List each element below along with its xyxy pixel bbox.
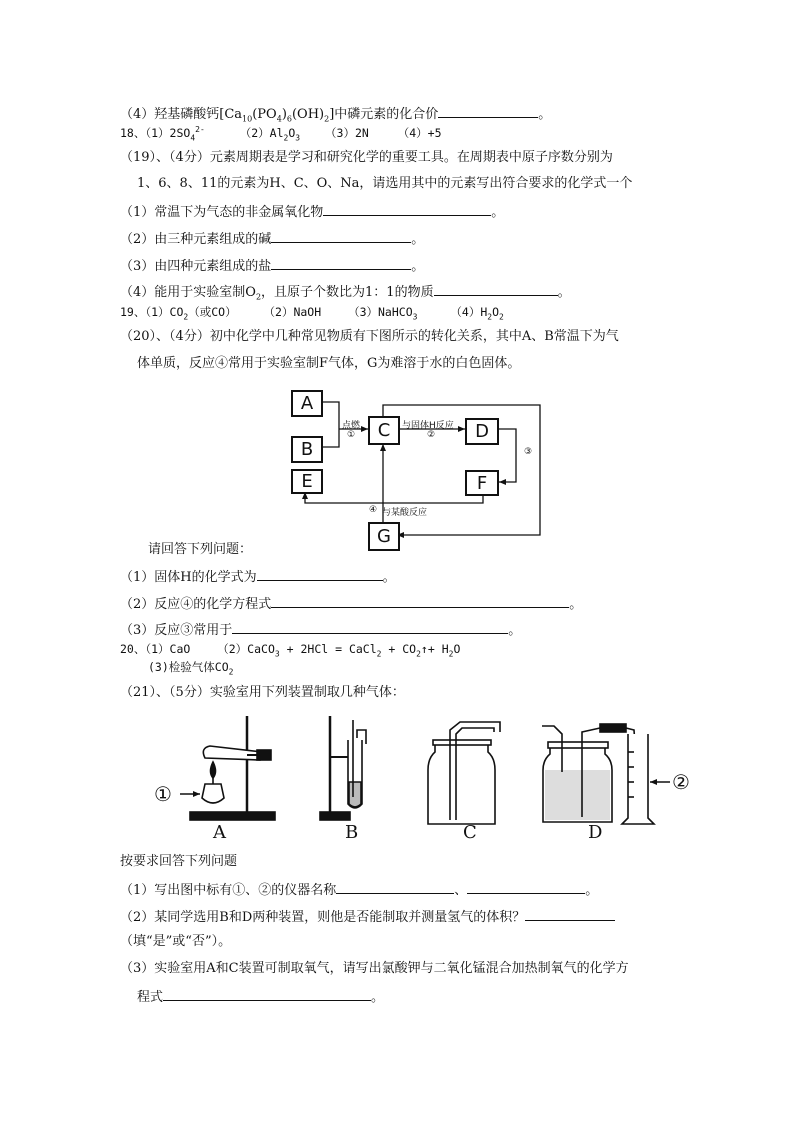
q19-part2: （2）由三种元素组成的碱 。 bbox=[120, 229, 424, 249]
apparatus-b-liquid bbox=[349, 782, 361, 807]
answer-blank[interactable] bbox=[271, 594, 569, 608]
box-a: A bbox=[291, 390, 323, 417]
apparatus-figure bbox=[150, 712, 695, 847]
apparatus-label-d: D bbox=[588, 822, 603, 843]
q20-part3: （3）反应③常用于 。 bbox=[120, 620, 521, 640]
answer-blank[interactable] bbox=[232, 620, 508, 634]
q19-part1: （1）常温下为气态的非金属氧化物 。 bbox=[120, 202, 504, 222]
marker-2: ② bbox=[672, 770, 690, 794]
label-reaction-1: ① bbox=[347, 430, 356, 440]
label-acid: 与某酸反应 bbox=[382, 508, 428, 518]
conversion-diagram bbox=[285, 385, 545, 550]
label-ignite: 点燃 bbox=[342, 421, 361, 431]
label-reaction-2: ② bbox=[427, 430, 436, 440]
q21-intro: （21）、（5分）实验室用下列装置制取几种气体： bbox=[120, 685, 405, 700]
q20-prompt: 请回答下列问题： bbox=[148, 542, 253, 557]
q19-intro-line2: 1、6、8、11的元素为H、C、O、Na，请选用其中的元素写出符合要求的化学式一个 bbox=[137, 176, 633, 191]
answer-20-part3: (3)检验气体$CO_2$ bbox=[148, 660, 234, 677]
answer-18: 18、$(1)2SO_4^{2-}$ $(2)Al_2O_3$ （3）2N （4）+5 bbox=[120, 125, 442, 143]
arrow-d-to-f bbox=[497, 429, 516, 482]
box-g: G bbox=[368, 522, 400, 551]
q21-part2: （2）某同学选用B和D两种装置，则他是否能制取并测量氢气的体积？ bbox=[120, 907, 615, 927]
answer-blank[interactable] bbox=[271, 256, 411, 270]
q20-intro-line2: 体单质，反应④常用于实验室制F气体，G为难溶于水的白色固体。 bbox=[137, 356, 521, 371]
apparatus-label-c: C bbox=[463, 822, 477, 843]
apparatus-drawings bbox=[150, 712, 695, 847]
answer-blank[interactable] bbox=[467, 880, 585, 894]
apparatus-d-stopper bbox=[548, 742, 608, 748]
label-solid-h: 与固体H反应 bbox=[402, 421, 454, 431]
apparatus-a-tube bbox=[203, 746, 262, 760]
box-c: C bbox=[368, 416, 400, 445]
apparatus-label-a: A bbox=[213, 822, 226, 843]
answer-20: 20、（1）CaO （2）CaCO$_3$ + 2HCl = CaCl$_2$ + $CO_2↑+ H_2O$ bbox=[120, 642, 461, 659]
answer-blank[interactable] bbox=[525, 907, 615, 921]
apparatus-d-hose bbox=[600, 724, 626, 732]
q19-part3: （3）由四种元素组成的盐 。 bbox=[120, 256, 424, 276]
answer-blank[interactable] bbox=[163, 987, 371, 1001]
q20-intro-line1: （20）、（4分）初中化学中几种常见物质有下图所示的转化关系，其中A、B常温下为气 bbox=[120, 329, 619, 344]
arrow-f-to-e bbox=[305, 492, 483, 503]
q20-part2: （2）反应④的化学方程式 。 bbox=[120, 594, 582, 614]
q21-part1: （1）写出图中标有①、②的仪器名称 、 。 bbox=[120, 880, 598, 900]
box-b: B bbox=[291, 436, 323, 463]
label-reaction-4: ④ bbox=[369, 505, 378, 515]
answer-blank[interactable] bbox=[434, 282, 558, 296]
apparatus-label-b: B bbox=[345, 822, 359, 843]
apparatus-b-base bbox=[320, 812, 350, 820]
label-reaction-3: ③ bbox=[524, 447, 533, 457]
q17-part4: （4）羟基磷酸钙$[Ca_{10}(PO_4)_6(OH)_2]$中磷元素的化合价 。 bbox=[120, 104, 551, 124]
q19-intro-line1: （19）、（4分）元素周期表是学习和研究化学的重要工具。在周期表中原子序数分别为 bbox=[120, 150, 613, 165]
answer-blank[interactable] bbox=[271, 229, 411, 243]
apparatus-d-water bbox=[545, 770, 610, 820]
answer-blank[interactable] bbox=[438, 104, 538, 118]
q21-part3-cont: 程式 。 bbox=[137, 987, 384, 1007]
q19-part4: （4）能用于实验室制$O_2$，且原子个数比为1：1的物质 。 bbox=[120, 282, 571, 302]
line-a-join bbox=[321, 402, 339, 429]
apparatus-d-cylinder bbox=[622, 734, 654, 824]
q20-part1: （1）固体H的化学式为 。 bbox=[120, 567, 396, 587]
apparatus-a-lamp bbox=[202, 784, 224, 803]
marker-1: ① bbox=[154, 782, 172, 806]
apparatus-c-bottle bbox=[428, 744, 495, 824]
apparatus-a-base bbox=[190, 812, 275, 820]
box-e: E bbox=[291, 469, 323, 494]
q21-part3: （3）实验室用A和C装置可制取氧气，请写出氯酸钾与二氧化锰混合加热制氧气的化学方 bbox=[120, 961, 629, 976]
apparatus-a-flame bbox=[211, 762, 216, 778]
apparatus-a-clamp bbox=[257, 750, 271, 760]
diagram-lines bbox=[285, 385, 545, 550]
answer-blank[interactable] bbox=[336, 880, 454, 894]
q21-prompt: 按要求回答下列问题 bbox=[120, 854, 238, 869]
answer-blank[interactable] bbox=[323, 202, 491, 216]
box-f: F bbox=[465, 470, 499, 496]
answer-19: 19、$(1)CO_2$（或CO） （2）NaOH （3）NaHCO$_3$ $(4)H_2O_2$ bbox=[120, 305, 504, 322]
answer-blank[interactable] bbox=[257, 567, 383, 581]
line-b-join bbox=[321, 429, 339, 447]
q21-part2-note: （填“是”或“否”）。 bbox=[120, 934, 232, 949]
box-d: D bbox=[465, 418, 499, 445]
apparatus-c-lid bbox=[433, 740, 491, 745]
